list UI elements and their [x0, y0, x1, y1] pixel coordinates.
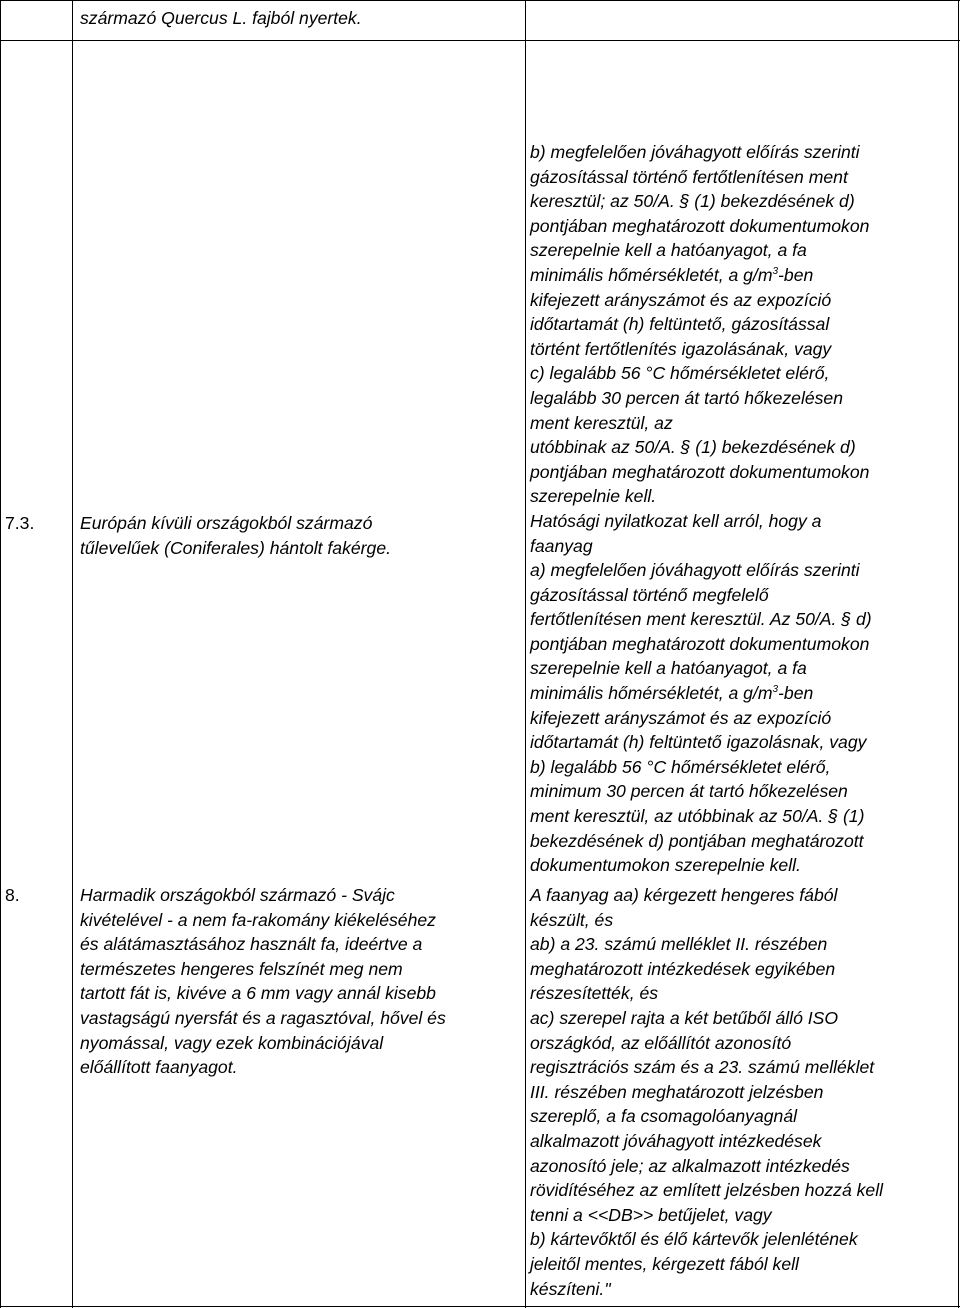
requirement-line: tenni a <<DB>> betűjelet, vagy [530, 1204, 772, 1225]
row-requirement [530, 140, 872, 878]
requirement-line: b) kártevőktől és élő kártevők jelenlétének [530, 1229, 858, 1250]
description-line: kivételével - a nem fa-rakomány kiékeléséhez [80, 909, 436, 930]
requirement-line: c) legalább 56 °C hőmérsékletet elérő, [530, 363, 830, 384]
requirement-line: fertőtlenítésen ment keresztül. Az 50/A. § d) [530, 609, 872, 630]
requirement-line: faanyag [530, 535, 593, 556]
unit-superscript: 3 [772, 266, 779, 278]
requirement-line: készült, és [530, 909, 614, 930]
requirement-line: pontjában meghatározott dokumentumokon [530, 461, 870, 482]
description-line: származó Quercus L. fajból nyertek. [80, 8, 362, 28]
requirement-line: A faanyag aa) kérgezett hengeres fából [530, 885, 838, 905]
unit-suffix: -ben [778, 264, 814, 285]
requirement-line: minimum 30 percen át tartó hőkezelésen [530, 781, 848, 802]
description-line: vastagságú nyersfát és a ragasztóval, hővel és [80, 1007, 446, 1028]
requirement-line: kifejezett arányszámot és az expozíció [530, 707, 832, 728]
requirement-line: regisztrációs szám és a 23. számú melléklet [530, 1057, 875, 1078]
requirement-line: b) megfelelően jóváhagyott előírás szerinti [530, 142, 860, 162]
requirement-line: dokumentumokon szerepelnie kell. [530, 855, 801, 876]
requirement-line: gázosítással történő fertőtlenítésen ment [530, 166, 848, 187]
requirement-line: készíteni." [530, 1278, 611, 1299]
requirement-line: legalább 30 percen át tartó hőkezelésen [530, 387, 844, 408]
row-requirement [530, 883, 883, 1301]
row-number: 7.3. [5, 513, 35, 533]
requirement-text: minimális hőmérsékletét, a g/m [530, 264, 773, 285]
requirement-line: utóbbinak az 50/A. § (1) bekezdésének d) [530, 437, 856, 458]
row-description [80, 883, 446, 1080]
requirement-line: ab) a 23. számú melléklet II. részében [530, 934, 828, 955]
description-line: tartott fát is, kivéve a 6 mm vagy annál kisebb [80, 983, 436, 1004]
requirement-line [530, 681, 872, 706]
requirement-line: jeleitől mentes, kérgezett fából kell [530, 1253, 799, 1274]
description-line: természetes hengeres felszínét meg nem [80, 958, 403, 979]
requirement-line: szerepelnie kell a hatóanyagot, a fa [530, 240, 807, 261]
requirement-line: szerepelnie kell a hatóanyagot, a fa [530, 658, 807, 679]
requirement-line: ment keresztül, az utóbbinak az 50/A. § (1) [530, 806, 865, 827]
requirement-line: III. részében meghatározott jelzésben [530, 1081, 824, 1102]
row-description [80, 6, 362, 31]
requirement-line: ment keresztül, az [530, 412, 673, 433]
requirement-line: bekezdésének d) pontjában meghatározott [530, 830, 864, 851]
table-border-middle [525, 0, 526, 1308]
unit-suffix: -ben [778, 683, 814, 704]
requirement-line: alkalmazott jóváhagyott intézkedések [530, 1130, 822, 1151]
description-line: Harmadik országokból származó - Svájc [80, 885, 395, 905]
table-border-number-col [72, 0, 73, 1308]
unit-superscript: 3 [772, 684, 779, 696]
requirement-line: b) legalább 56 °C hőmérsékletet elérő, [530, 756, 831, 777]
requirement-line: gázosítással történő megfelelő [530, 584, 769, 605]
requirement-line: történt fertőtlenítés igazolásának, vagy [530, 338, 832, 359]
description-line: nyomással, vagy ezek kombinációjával [80, 1032, 384, 1053]
requirement-line: országkód, az előállítót azonosító [530, 1032, 792, 1053]
requirement-line: pontjában meghatározott dokumentumokon [530, 633, 870, 654]
description-line: Európán kívüli országokból származó [80, 513, 373, 533]
table-row-divider [0, 40, 960, 41]
requirement-line: időtartamát (h) feltüntető, gázosítással [530, 314, 830, 335]
requirement-line: Hatósági nyilatkozat kell arról, hogy a [530, 510, 822, 531]
row-number: 8. [5, 885, 20, 905]
requirement-line: szereplő, a fa csomagolóanyagnál [530, 1106, 798, 1127]
requirement-line: szerepelnie kell. [530, 486, 657, 507]
table-border-bottom [0, 1306, 960, 1307]
table-border-top [0, 0, 960, 1]
requirement-line: keresztül; az 50/A. § (1) bekezdésének d) [530, 191, 855, 212]
requirement-line: részesítették, és [530, 983, 659, 1004]
requirement-line: időtartamát (h) feltüntető igazolásnak, vagy [530, 732, 867, 753]
table-border-right [958, 0, 959, 1308]
requirement-line: meghatározott intézkedések egyikében [530, 958, 836, 979]
requirement-line: a) megfelelően jóváhagyott előírás szerinti [530, 560, 860, 581]
requirement-line [530, 263, 872, 288]
description-line: tűlevelűek (Coniferales) hántolt fakérge. [80, 537, 391, 558]
requirement-text: minimális hőmérsékletét, a g/m [530, 683, 773, 704]
table-border-left [0, 0, 1, 1308]
description-line: és alátámasztásához használt fa, ideértve a [80, 934, 423, 955]
description-line: előállított faanyagot. [80, 1057, 238, 1078]
requirement-line: kifejezett arányszámot és az expozíció [530, 289, 832, 310]
row-description [80, 511, 391, 560]
requirement-line: ac) szerepel rajta a két betűből álló ISO [530, 1007, 839, 1028]
requirement-line: pontjában meghatározott dokumentumokon [530, 215, 870, 236]
requirement-line: rövidítéséhez az említett jelzésben hozzá kell [530, 1180, 884, 1201]
requirement-line: azonosító jele; az alkalmazott intézkedés [530, 1155, 850, 1176]
